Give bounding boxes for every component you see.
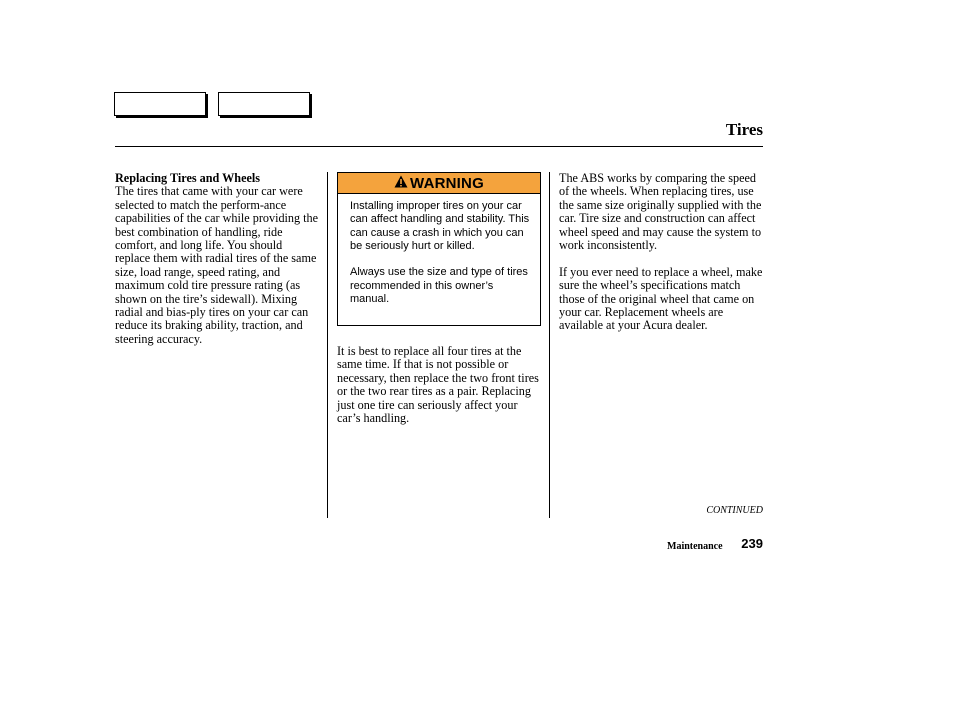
paragraph: It is best to replace all four tires at the same time. If that is not possible or necessary, then replace the two front tires or the two rear tires as a pair. Replacing just one tire can seriously affect your car’s handling. [337,344,539,426]
column-divider-2 [549,172,550,518]
page-number: 239 [741,536,763,551]
section-subheading: Replacing Tires and Wheels [115,171,261,185]
warning-label: WARNING [410,174,484,192]
warning-box [337,172,541,326]
warning-paragraph-2: Always use the size and type of tires recommended in this owner’s manual. [350,266,528,306]
column-1 [115,172,320,360]
warning-triangle-icon [394,175,408,192]
warning-body [338,194,540,306]
column-divider-1 [327,172,328,518]
continued-label: CONTINUED [706,505,763,516]
warning-header [338,173,540,194]
paragraph: If you ever need to replace a wheel, make sure the wheel’s specifications match those of the original wheel that came on your car. Replacement wheels are available at your Acura dealer. [559,264,763,333]
nav-button-2[interactable] [218,92,310,116]
column-3 [559,172,764,346]
paragraph: The tires that came with your car were selected to match the perform-ance capabilities of the car while providing the best combination of handling, ride comfort, and long life. You should replace them with radial tires of the same size, load range, speed rating, and maximum cold tire pressure rating (as shown on the tire’s sidewall). Mixing radial and bias-ply tires on your car can reduce its braking ability, traction, and steering accuracy. [115,184,319,346]
warning-paragraph-1: Installing improper tires on your car can affect handling and stability. This can cause a crash in which you can be seriously hurt or killed. [350,200,530,252]
header-rule [115,146,763,147]
paragraph: The ABS works by comparing the speed of the wheels. When replacing tires, use the same size originally supplied with the car. Tire size and construction can affect wheel speed and may cause the system to work inconsistently. [559,171,762,253]
footer-section-name: Maintenance [667,541,723,552]
column-2 [337,345,542,439]
nav-button-1[interactable] [114,92,206,116]
page-title: Tires [725,120,763,139]
